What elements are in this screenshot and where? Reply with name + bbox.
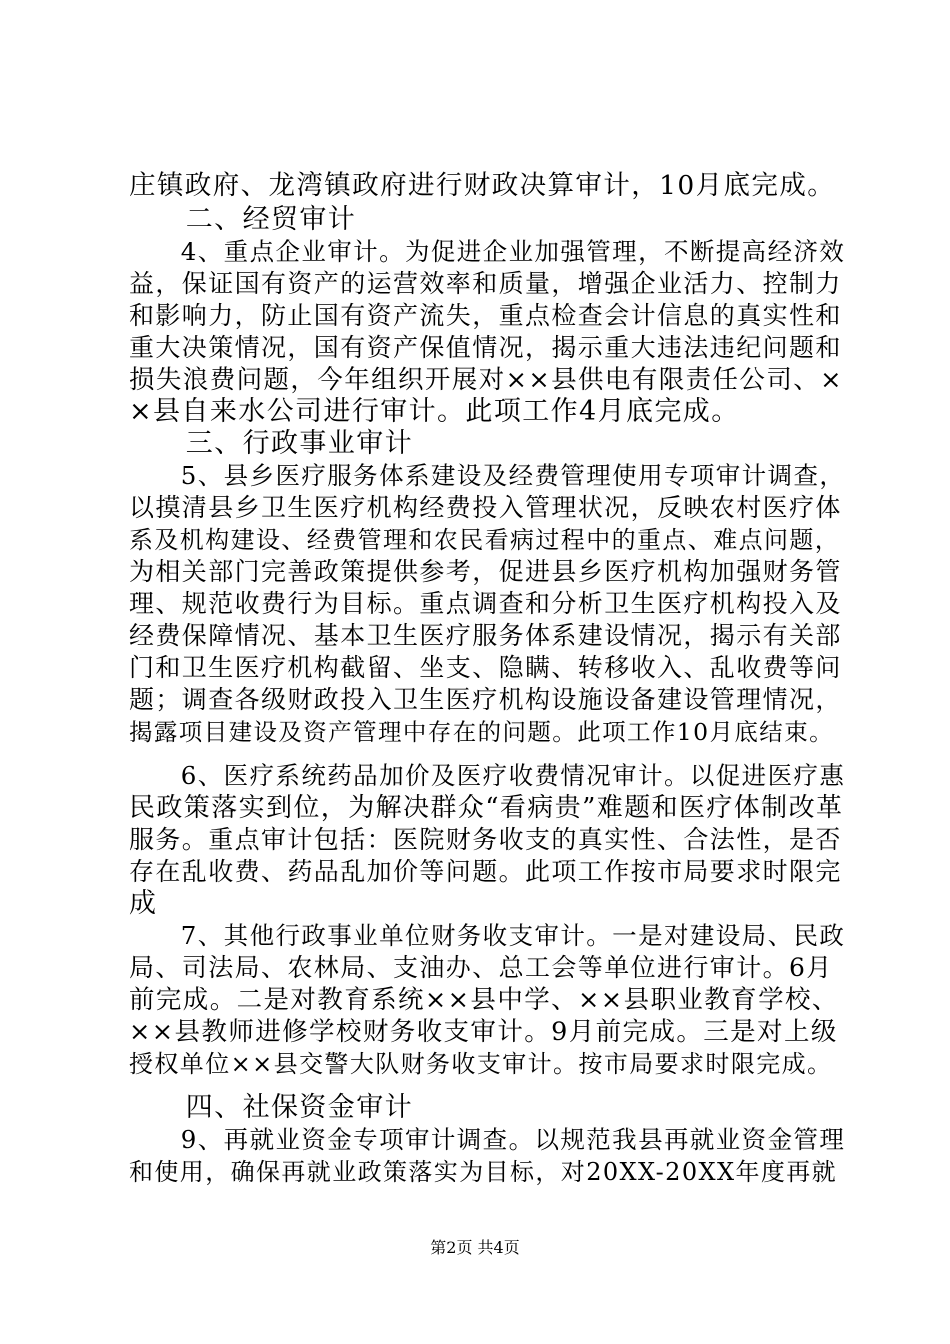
text-line: 二、经贸审计 <box>129 204 357 235</box>
text-line: 5、县乡医疗服务体系建设及经费管理使用专项审计调查， <box>129 461 846 490</box>
text-line: 重大决策情况，国有资产保值情况，揭示重大违法违纪问题和 <box>129 333 842 362</box>
text-line: 题；调查各级财政投入卫生医疗机构设施设备建设管理情况， <box>129 685 842 714</box>
text-line: 和影响力，防止国有资产流失，重点检查会计信息的真实性和 <box>129 301 842 330</box>
text-line: ×县自来水公司进行审计。此项工作4月底完成。 <box>129 396 740 427</box>
text-line: 益，保证国有资产的运营效率和质量，增强企业活力、控制力 <box>129 269 842 298</box>
text-line: 三、行政事业审计 <box>129 428 413 459</box>
text-line: 以摸清县乡卫生医疗机构经费投入管理状况，反映农村医疗体 <box>129 493 842 522</box>
text-line: 为相关部门完善政策提供参考，促进县乡医疗机构加强财务管 <box>129 557 842 586</box>
text-line: 理、规范收费行为目标。重点调查和分析卫生医疗机构投入及 <box>129 589 842 618</box>
text-line: 4、重点企业审计。为促进企业加强管理，不断提高经济效 <box>129 237 846 266</box>
text-line: 7、其他行政事业单位财务收支审计。一是对建设局、民政 <box>129 921 846 950</box>
text-line: 损失浪费问题，今年组织开展对××县供电有限责任公司、× <box>129 365 843 395</box>
text-line: 授权单位××县交警大队财务收支审计。按市局要求时限完成。 <box>129 1050 833 1078</box>
text-line: 和使用，确保再就业政策落实为目标，对20XX-20XX年度再就 <box>129 1158 838 1186</box>
text-line: 庄镇政府、龙湾镇政府进行财政决算审计，10月底完成。 <box>129 170 836 201</box>
text-line: 6、医疗系统药品加价及医疗收费情况审计。以促进医疗惠 <box>129 761 846 790</box>
text-line: 系及机构建设、经费管理和农民看病过程中的重点、难点问题， <box>129 526 841 554</box>
text-line: 民政策落实到位，为解决群众“看病贵”难题和医疗体制改革 <box>129 793 844 823</box>
text-line: 9、再就业资金专项审计调查。以规范我县再就业资金管理 <box>129 1125 846 1154</box>
text-line: 揭露项目建设及资产管理中存在的问题。此项工作10月底结束。 <box>129 718 835 746</box>
text-line: 成 <box>129 888 158 919</box>
text-line: 局、司法局、农林局、支油办、总工会等单位进行审计。6月 <box>129 953 833 982</box>
text-line: 存在乱收费、药品乱加价等问题。此项工作按市局要求时限完 <box>129 857 842 886</box>
text-line: ××县教师进修学校财务收支审计。9月前完成。三是对上级 <box>129 1017 838 1047</box>
text-line: 前完成。二是对教育系统××县中学、××县职业教育学校、 <box>129 985 839 1015</box>
text-line: 服务。重点审计包括：医院财务收支的真实性、合法性，是否 <box>129 825 842 854</box>
page-footer: 第2页 共4页 <box>430 1238 520 1257</box>
text-line: 四、社保资金审计 <box>129 1092 413 1123</box>
text-line: 门和卫生医疗机构截留、坐支、隐瞒、转移收入、乱收费等问 <box>129 653 842 682</box>
text-line: 经费保障情况、基本卫生医疗服务体系建设情况，揭示有关部 <box>129 621 842 650</box>
